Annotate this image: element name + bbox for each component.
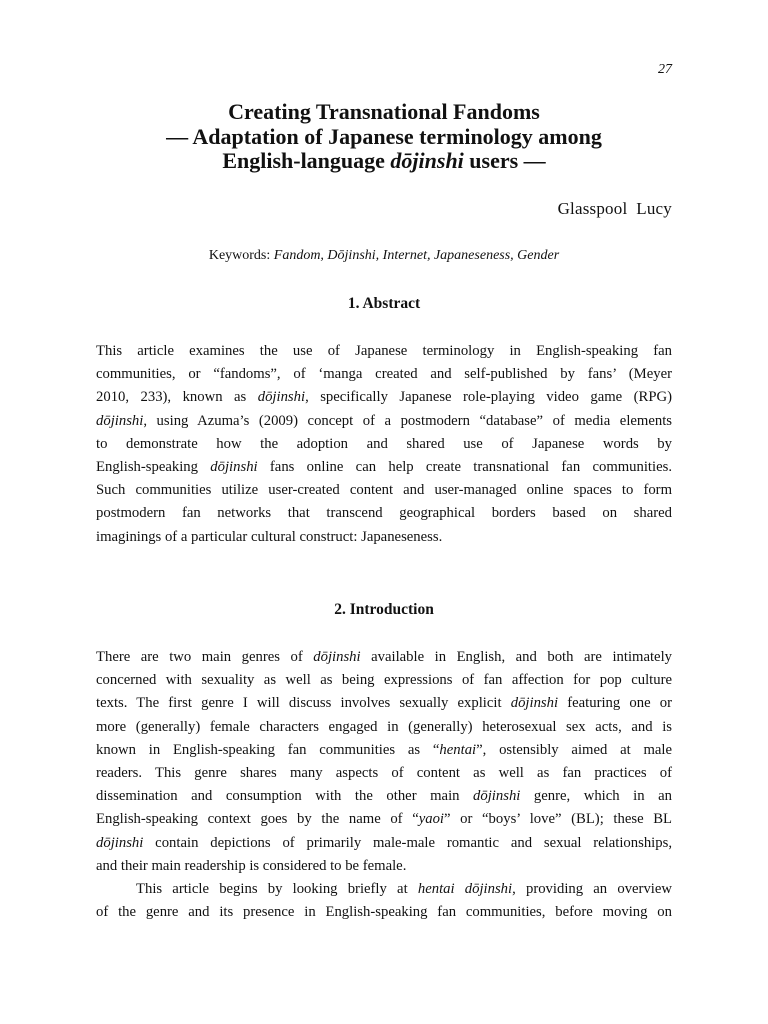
text-line: [96, 386, 672, 409]
italic-term: dōjinshi: [473, 788, 521, 805]
italic-term: dōjinshi: [210, 458, 258, 475]
text-run: of the genre and its presence in English-speaking fan communities, before moving on: [96, 904, 672, 921]
text-run: postmodern fan networks that transcend geographical borders based on shared: [96, 505, 672, 522]
title-line-1: Creating Transnational Fandoms: [228, 99, 540, 124]
text-run: known in English-speaking fan communities as “: [96, 741, 440, 758]
text-run: English-speaking: [96, 458, 211, 475]
italic-term: hentai: [439, 741, 477, 758]
text-line: [96, 832, 672, 855]
italic-term: dōjinshi: [510, 695, 559, 712]
text-run: imaginings of a particular cultural construct: Japaneseness.: [96, 528, 443, 545]
abstract-body: [96, 340, 672, 549]
text-line: [96, 878, 672, 901]
text-line: [96, 526, 672, 549]
text-run: ” or “boys’ love” (BL); these BL: [444, 811, 672, 828]
text-line: [96, 410, 672, 433]
page-number: 27: [658, 62, 672, 77]
text-line: [96, 716, 672, 739]
text-run: 2010, 233), known as: [96, 389, 258, 406]
text-run: Such communities utilize user-created content and user-managed online spaces to form: [96, 482, 672, 499]
text-run: available in English, and both are intimately: [360, 649, 672, 665]
text-run: ”, ostensibly aimed at male: [476, 741, 672, 758]
text-line: [96, 502, 672, 525]
text-run: featuring one or: [558, 695, 672, 712]
text-run: fans online can help create transnational fan communities.: [257, 458, 673, 475]
keywords-items: Fandom, Dōjinshi, Internet, Japaneseness, Gender: [273, 248, 560, 263]
introduction-heading: 2. Introduction: [334, 601, 434, 618]
italic-term: dōjinshi: [313, 649, 361, 665]
italic-term: dōjinshi: [257, 389, 306, 406]
text-line: [96, 692, 672, 715]
text-line: [96, 808, 672, 831]
text-run: There are two main genres of: [96, 649, 314, 665]
text-run: and their main readership is considered to be female.: [96, 857, 407, 874]
keywords-label: Keywords:: [208, 248, 274, 263]
paper-title: [0, 100, 768, 174]
text-line: [96, 363, 672, 386]
text-line: [96, 901, 672, 924]
title-line-2: — Adaptation of Japanese terminology among: [166, 123, 602, 149]
text-run: concerned with sexuality as well as being expressions of fan affection for pop culture: [96, 672, 672, 689]
title-line-3-b: users —: [463, 148, 546, 173]
text-run: , providing an overview: [512, 880, 672, 897]
text-line: [96, 855, 672, 878]
text-line: [96, 762, 672, 785]
text-run: dissemination and consumption with the other main: [96, 788, 474, 805]
italic-term: yaoi: [418, 811, 445, 828]
title-line-3-a: English-language: [222, 148, 391, 173]
italic-term: dōjinshi: [96, 412, 144, 429]
text-line: [96, 739, 672, 762]
text-line: [96, 340, 672, 363]
italic-term: hentai dōjinshi: [417, 880, 513, 897]
text-run: communities, or “fandoms”, of ‘manga created and self-published by fans’ (Meyer: [96, 366, 672, 383]
title-line-3-italic: dōjinshi: [390, 148, 464, 173]
text-run: , specifically Japanese role-playing video game (RPG): [305, 389, 673, 406]
text-line: [96, 669, 672, 692]
text-run: genre, which in an: [520, 788, 672, 805]
text-line: [96, 479, 672, 502]
text-run: texts. The first genre I will discuss involves sexually explicit: [96, 695, 511, 712]
text-line: [96, 456, 672, 479]
text-run: to demonstrate how the adoption and shared use of Japanese words by: [96, 435, 672, 452]
text-run: contain depictions of primarily male-male romantic and sexual relationships,: [143, 834, 672, 851]
italic-term: dōjinshi: [96, 834, 144, 851]
abstract-heading: 1. Abstract: [347, 295, 421, 312]
text-line: [96, 433, 672, 456]
keywords: [0, 248, 768, 264]
text-run: English-speaking context goes by the name of “: [96, 811, 419, 828]
text-line: [96, 646, 672, 669]
text-run: This article begins by looking briefly at: [136, 880, 418, 897]
title-line-3: [0, 149, 768, 174]
text-run: This article examines the use of Japanese terminology in English-speaking fan: [96, 343, 672, 359]
text-line: [96, 785, 672, 808]
author-name: Glasspool Lucy: [557, 199, 672, 218]
text-run: readers. This genre shares many aspects of content as well as fan practices of: [96, 764, 672, 781]
introduction-body: [96, 646, 672, 924]
text-run: more (generally) female characters engaged in (generally) heterosexual sex acts, and is: [96, 718, 672, 735]
text-run: , using Azuma’s (2009) concept of a postmodern “database” of media elements: [143, 412, 672, 429]
